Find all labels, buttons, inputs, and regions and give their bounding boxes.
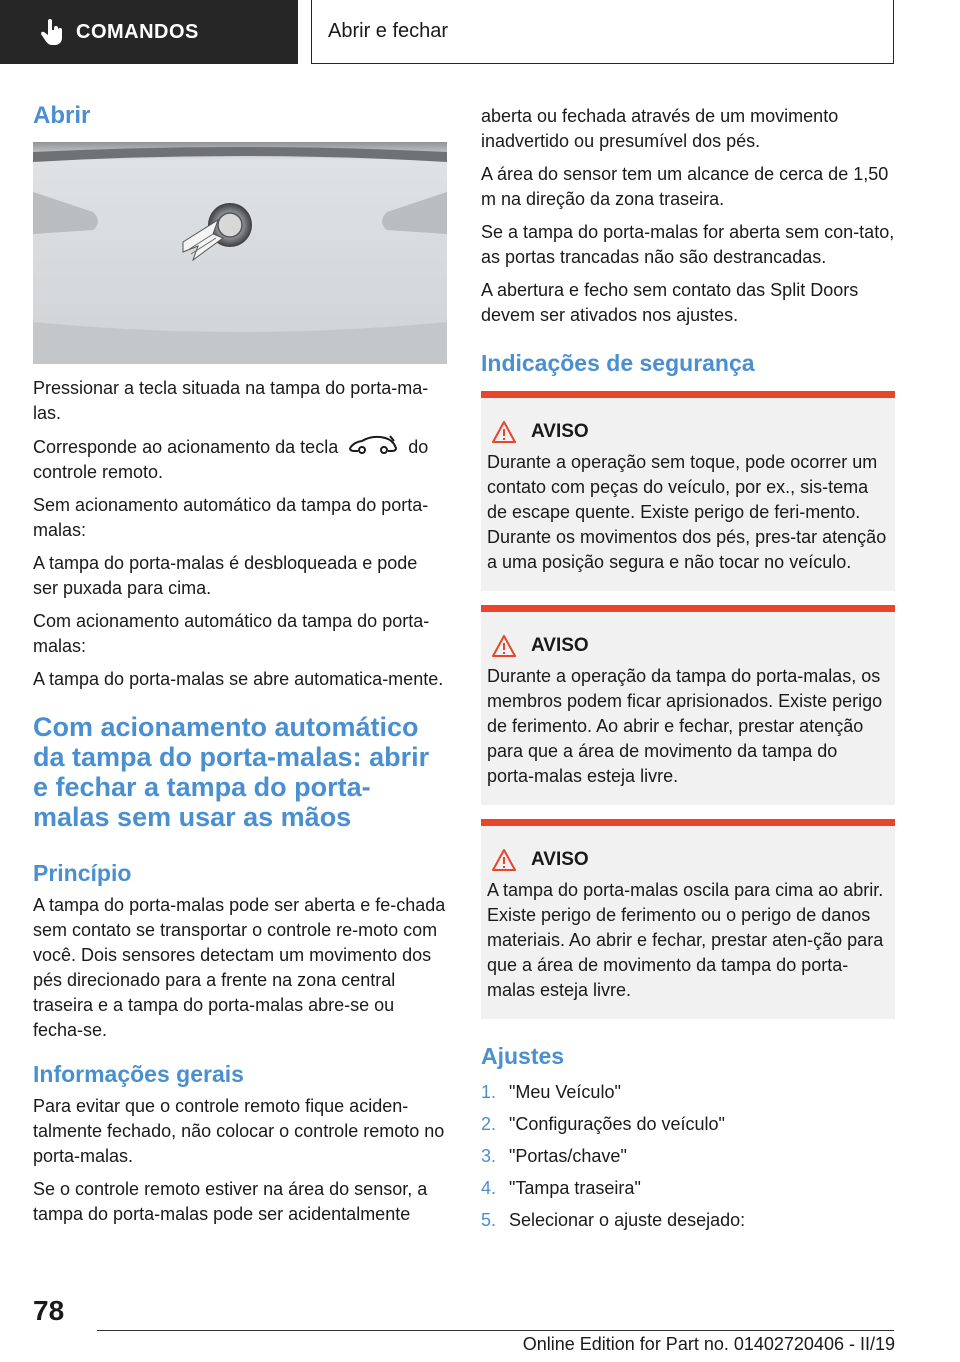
list-item [481, 1076, 895, 1108]
warning-block [481, 391, 895, 591]
warning-title-text: AVISO [531, 635, 589, 656]
right-column [481, 104, 895, 1236]
section-title: Abrir e fechar [311, 0, 894, 64]
paragraph: aberta ou fechada através de um movimento inadvertido ou presumível dos pés. [481, 106, 839, 151]
step-number: 1. [481, 1082, 497, 1102]
paragraph: A área do sensor tem um alcance de cerca de 1,50 m na direção da zona traseira. [481, 164, 889, 209]
hand-pointer-icon [40, 18, 66, 46]
warning-triangle-icon [491, 420, 517, 444]
paragraph-text: do controle remoto. [33, 437, 429, 482]
paragraph: Se a tampa do porta-malas for aberta sem con-tato, as portas trancadas não são destrancadas. [481, 222, 895, 267]
warning-block [481, 605, 895, 805]
list-item [481, 1140, 895, 1172]
heading-principio: Princípio [33, 860, 132, 886]
warning-box [481, 398, 895, 591]
step-number: 2. [481, 1114, 497, 1134]
warning-box [481, 612, 895, 805]
paragraph: Com acionamento automático da tampa do porta-malas: [33, 611, 430, 656]
paragraph: A abertura e fecho sem contato das Split Doors devem ser ativados nos ajustes. [481, 280, 859, 325]
paragraph: Se o controle remoto estiver na área do sensor, a tampa do porta-malas pode ser acidentalmente [33, 1179, 428, 1224]
step-text: "Meu Veículo" [509, 1082, 621, 1102]
chapter-label: COMANDOS [76, 20, 199, 43]
step-text: Selecionar o ajuste desejado: [509, 1210, 746, 1230]
step-text: "Tampa traseira" [509, 1178, 641, 1198]
step-text: "Portas/chave" [509, 1146, 627, 1166]
step-number: 5. [481, 1210, 497, 1230]
footer-divider [97, 1330, 894, 1331]
warning-text: Durante a operação sem toque, pode ocorrer um contato com peças do veículo, por ex., sis-tema de escape quente. Existe perigo de feri-mento. Durante os movimentos dos pés, pres-tar atenção a uma posição segura e não tocar no veículo. [487, 452, 887, 572]
warning-rule [481, 819, 895, 826]
tailgate-button-photo [33, 142, 447, 364]
warning-title [487, 634, 889, 658]
step-number: 4. [481, 1178, 497, 1198]
paragraph: A tampa do porta-malas pode ser aberta e fe-chada sem contato se transportar o controle re-moto com você. Dois sensores detectam um movimento dos pés direcionado para a frente na zona central traseira e a tampa do porta-malas abre-se ou fecha-se. [33, 895, 446, 1040]
paragraph: Pressionar a tecla situada na tampa do porta-ma-las. [33, 378, 429, 423]
step-text: "Configurações do veículo" [509, 1114, 725, 1134]
heading-abrir: Abrir [33, 102, 91, 129]
warning-text: A tampa do porta-malas oscila para cima ao abrir. Existe perigo de ferimento ou o perigo de danos materiais. Ao abrir e fechar, prestar aten-ção para que a área de movimento da tampa do porta-malas esteja livre. [487, 880, 884, 1000]
paragraph-text: Corresponde ao acionamento da tecla [33, 437, 339, 457]
paragraph: A tampa do porta-malas se abre automatica-mente. [33, 669, 444, 689]
step-number: 3. [481, 1146, 497, 1166]
warning-triangle-icon [491, 634, 517, 658]
left-column [33, 96, 447, 1235]
list-item [481, 1204, 895, 1236]
warning-title [487, 848, 889, 872]
warning-triangle-icon [491, 848, 517, 872]
paragraph: Sem acionamento automático da tampa do porta-malas: [33, 495, 429, 540]
warning-title [487, 420, 889, 444]
settings-steps [481, 1076, 895, 1236]
page-number: 78 [33, 1295, 65, 1326]
car-tailgate-icon [348, 434, 398, 456]
warning-text: Durante a operação da tampa do porta-malas, os membros podem ficar aprisionados. Existe perigo de ferimento. Ao abrir e fechar, prestar atenção para que a área de movimento da tampa do porta-malas esteja livre. [487, 666, 883, 786]
warning-title-text: AVISO [531, 849, 589, 870]
heading-automatic-operation: Com acionamento automático da tampa do porta-malas: abrir e fechar a tampa do porta-malas sem usar as mãos [33, 712, 430, 832]
paragraph-remote [33, 434, 447, 485]
chapter-tab [0, 0, 298, 64]
paragraph: Para evitar que o controle remoto fique aciden-talmente fechado, não colocar o controle remoto no porta-malas. [33, 1096, 445, 1166]
warning-rule [481, 605, 895, 612]
warning-box [481, 826, 895, 1019]
list-item [481, 1108, 895, 1140]
heading-ajustes: Ajustes [481, 1043, 565, 1069]
warning-title-text: AVISO [531, 421, 589, 442]
warning-block [481, 819, 895, 1019]
footer-edition: Online Edition for Part no. 01402720406 - II/19 [522, 1334, 895, 1354]
list-item [481, 1172, 895, 1204]
paragraph: A tampa do porta-malas é desbloqueada e pode ser puxada para cima. [33, 553, 418, 598]
warning-rule [481, 391, 895, 398]
heading-informacoes-gerais: Informações gerais [33, 1061, 244, 1087]
heading-seguranca: Indicações de segurança [481, 350, 755, 376]
